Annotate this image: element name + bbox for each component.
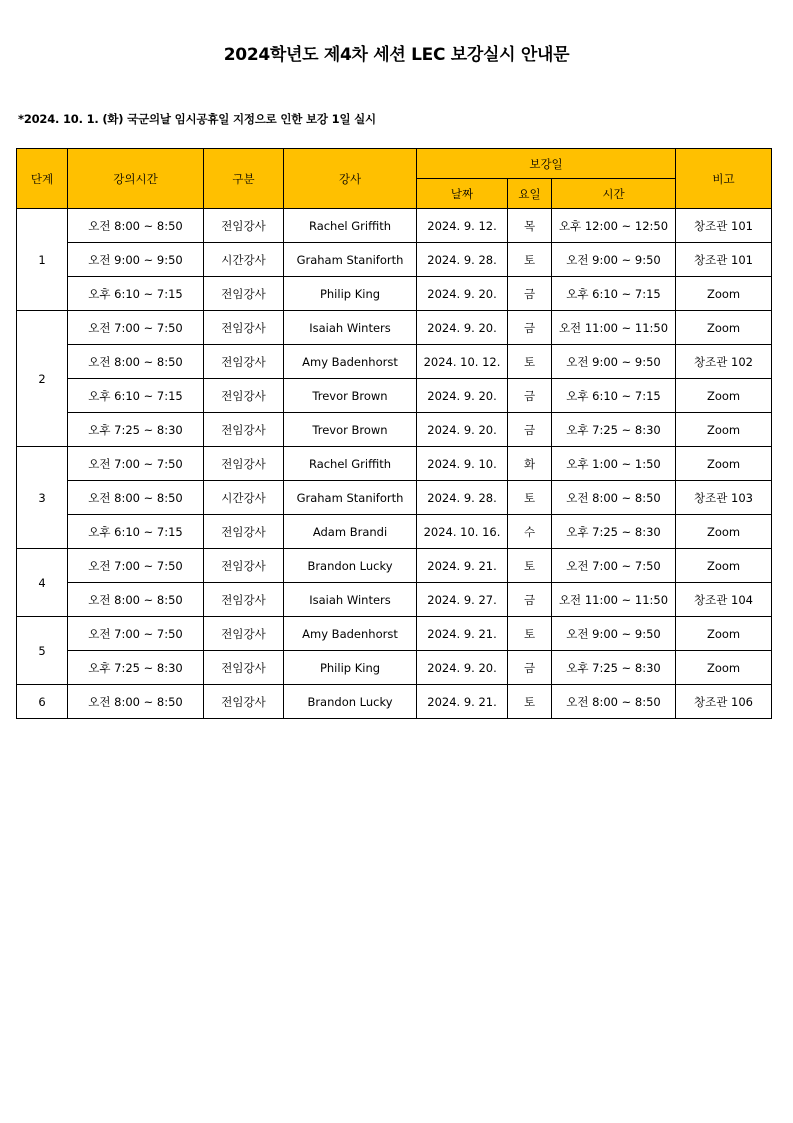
cell-lecture-time: 오전 7:00 ~ 7:50 bbox=[68, 549, 204, 583]
cell-date: 2024. 9. 28. bbox=[417, 481, 508, 515]
cell-remarks: Zoom bbox=[676, 379, 772, 413]
cell-date: 2024. 10. 16. bbox=[417, 515, 508, 549]
cell-weekday: 목 bbox=[508, 209, 552, 243]
cell-instructor: Graham Staniforth bbox=[284, 481, 417, 515]
cell-date: 2024. 9. 12. bbox=[417, 209, 508, 243]
header-time: 시간 bbox=[552, 179, 676, 209]
table-body bbox=[17, 209, 772, 719]
table-row bbox=[17, 413, 772, 447]
cell-instructor: Rachel Griffith bbox=[284, 209, 417, 243]
table-row bbox=[17, 651, 772, 685]
cell-weekday: 수 bbox=[508, 515, 552, 549]
cell-lecture-time: 오후 6:10 ~ 7:15 bbox=[68, 379, 204, 413]
cell-category: 전임강사 bbox=[204, 413, 284, 447]
cell-instructor: Trevor Brown bbox=[284, 379, 417, 413]
cell-date: 2024. 9. 20. bbox=[417, 277, 508, 311]
cell-remarks: Zoom bbox=[676, 277, 772, 311]
cell-instructor: Trevor Brown bbox=[284, 413, 417, 447]
table-row bbox=[17, 345, 772, 379]
cell-date: 2024. 10. 12. bbox=[417, 345, 508, 379]
cell-lecture-time: 오후 7:25 ~ 8:30 bbox=[68, 413, 204, 447]
cell-time: 오전 11:00 ~ 11:50 bbox=[552, 583, 676, 617]
cell-category: 전임강사 bbox=[204, 345, 284, 379]
cell-time: 오후 6:10 ~ 7:15 bbox=[552, 277, 676, 311]
header-weekday: 요일 bbox=[508, 179, 552, 209]
holiday-note: *2024. 10. 1. (화) 국군의날 임시공휴일 지정으로 인한 보강 1일 실시 bbox=[18, 112, 376, 126]
cell-lecture-time: 오전 8:00 ~ 8:50 bbox=[68, 209, 204, 243]
cell-weekday: 토 bbox=[508, 549, 552, 583]
cell-time: 오후 7:25 ~ 8:30 bbox=[552, 515, 676, 549]
cell-weekday: 토 bbox=[508, 481, 552, 515]
cell-date: 2024. 9. 20. bbox=[417, 311, 508, 345]
cell-weekday: 토 bbox=[508, 243, 552, 277]
cell-instructor: Rachel Griffith bbox=[284, 447, 417, 481]
cell-category: 전임강사 bbox=[204, 651, 284, 685]
table-row bbox=[17, 549, 772, 583]
cell-remarks: Zoom bbox=[676, 617, 772, 651]
cell-time: 오전 11:00 ~ 11:50 bbox=[552, 311, 676, 345]
cell-lecture-time: 오전 9:00 ~ 9:50 bbox=[68, 243, 204, 277]
table-row bbox=[17, 685, 772, 719]
cell-lecture-time: 오후 7:25 ~ 8:30 bbox=[68, 651, 204, 685]
cell-remarks: Zoom bbox=[676, 549, 772, 583]
cell-date: 2024. 9. 21. bbox=[417, 549, 508, 583]
cell-date: 2024. 9. 27. bbox=[417, 583, 508, 617]
header-remarks: 비고 bbox=[676, 149, 772, 209]
cell-weekday: 토 bbox=[508, 617, 552, 651]
cell-stage: 2 bbox=[17, 311, 68, 447]
cell-stage: 4 bbox=[17, 549, 68, 617]
table-row bbox=[17, 481, 772, 515]
cell-date: 2024. 9. 21. bbox=[417, 617, 508, 651]
cell-lecture-time: 오전 8:00 ~ 8:50 bbox=[68, 345, 204, 379]
cell-category: 전임강사 bbox=[204, 617, 284, 651]
cell-instructor: Amy Badenhorst bbox=[284, 617, 417, 651]
cell-stage: 6 bbox=[17, 685, 68, 719]
cell-remarks: 창조관 101 bbox=[676, 243, 772, 277]
header-instructor: 강사 bbox=[284, 149, 417, 209]
cell-date: 2024. 9. 28. bbox=[417, 243, 508, 277]
header-date: 날짜 bbox=[417, 179, 508, 209]
cell-category: 전임강사 bbox=[204, 447, 284, 481]
cell-weekday: 금 bbox=[508, 583, 552, 617]
table-row bbox=[17, 243, 772, 277]
cell-remarks: Zoom bbox=[676, 651, 772, 685]
cell-remarks: Zoom bbox=[676, 447, 772, 481]
cell-remarks: 창조관 102 bbox=[676, 345, 772, 379]
cell-instructor: Philip King bbox=[284, 651, 417, 685]
cell-category: 전임강사 bbox=[204, 685, 284, 719]
cell-category: 전임강사 bbox=[204, 379, 284, 413]
cell-remarks: Zoom bbox=[676, 311, 772, 345]
table-row bbox=[17, 311, 772, 345]
cell-lecture-time: 오후 6:10 ~ 7:15 bbox=[68, 277, 204, 311]
cell-lecture-time: 오전 7:00 ~ 7:50 bbox=[68, 447, 204, 481]
cell-date: 2024. 9. 21. bbox=[417, 685, 508, 719]
cell-weekday: 토 bbox=[508, 345, 552, 379]
cell-weekday: 금 bbox=[508, 379, 552, 413]
cell-category: 전임강사 bbox=[204, 583, 284, 617]
cell-instructor: Brandon Lucky bbox=[284, 685, 417, 719]
table-row bbox=[17, 447, 772, 481]
cell-lecture-time: 오전 7:00 ~ 7:50 bbox=[68, 617, 204, 651]
cell-date: 2024. 9. 20. bbox=[417, 651, 508, 685]
cell-lecture-time: 오전 8:00 ~ 8:50 bbox=[68, 481, 204, 515]
cell-time: 오후 7:25 ~ 8:30 bbox=[552, 413, 676, 447]
cell-stage: 1 bbox=[17, 209, 68, 311]
cell-remarks: 창조관 104 bbox=[676, 583, 772, 617]
cell-remarks: Zoom bbox=[676, 515, 772, 549]
cell-remarks: Zoom bbox=[676, 413, 772, 447]
cell-remarks: 창조관 106 bbox=[676, 685, 772, 719]
cell-instructor: Isaiah Winters bbox=[284, 583, 417, 617]
cell-category: 전임강사 bbox=[204, 515, 284, 549]
cell-weekday: 금 bbox=[508, 413, 552, 447]
table-row bbox=[17, 583, 772, 617]
cell-category: 전임강사 bbox=[204, 311, 284, 345]
cell-time: 오전 9:00 ~ 9:50 bbox=[552, 617, 676, 651]
cell-instructor: Brandon Lucky bbox=[284, 549, 417, 583]
cell-stage: 5 bbox=[17, 617, 68, 685]
cell-instructor: Isaiah Winters bbox=[284, 311, 417, 345]
cell-instructor: Amy Badenhorst bbox=[284, 345, 417, 379]
cell-lecture-time: 오전 8:00 ~ 8:50 bbox=[68, 685, 204, 719]
cell-instructor: Philip King bbox=[284, 277, 417, 311]
header-category: 구분 bbox=[204, 149, 284, 209]
cell-date: 2024. 9. 10. bbox=[417, 447, 508, 481]
cell-time: 오전 8:00 ~ 8:50 bbox=[552, 481, 676, 515]
cell-date: 2024. 9. 20. bbox=[417, 379, 508, 413]
table-row bbox=[17, 379, 772, 413]
cell-instructor: Adam Brandi bbox=[284, 515, 417, 549]
cell-time: 오전 9:00 ~ 9:50 bbox=[552, 243, 676, 277]
cell-lecture-time: 오전 8:00 ~ 8:50 bbox=[68, 583, 204, 617]
makeup-schedule-table bbox=[16, 148, 772, 719]
cell-time: 오후 1:00 ~ 1:50 bbox=[552, 447, 676, 481]
cell-weekday: 금 bbox=[508, 651, 552, 685]
cell-time: 오후 6:10 ~ 7:15 bbox=[552, 379, 676, 413]
cell-time: 오후 7:25 ~ 8:30 bbox=[552, 651, 676, 685]
header-stage: 단계 bbox=[17, 149, 68, 209]
cell-category: 전임강사 bbox=[204, 549, 284, 583]
cell-category: 전임강사 bbox=[204, 209, 284, 243]
cell-weekday: 토 bbox=[508, 685, 552, 719]
table-row bbox=[17, 515, 772, 549]
cell-lecture-time: 오후 6:10 ~ 7:15 bbox=[68, 515, 204, 549]
header-makeup-day: 보강일 bbox=[417, 149, 676, 179]
cell-time: 오전 9:00 ~ 9:50 bbox=[552, 345, 676, 379]
cell-date: 2024. 9. 20. bbox=[417, 413, 508, 447]
cell-remarks: 창조관 103 bbox=[676, 481, 772, 515]
cell-category: 시간강사 bbox=[204, 481, 284, 515]
cell-time: 오전 7:00 ~ 7:50 bbox=[552, 549, 676, 583]
cell-stage: 3 bbox=[17, 447, 68, 549]
header-lecture-time: 강의시간 bbox=[68, 149, 204, 209]
table-row bbox=[17, 617, 772, 651]
cell-instructor: Graham Staniforth bbox=[284, 243, 417, 277]
cell-category: 전임강사 bbox=[204, 277, 284, 311]
cell-time: 오전 8:00 ~ 8:50 bbox=[552, 685, 676, 719]
cell-weekday: 화 bbox=[508, 447, 552, 481]
cell-category: 시간강사 bbox=[204, 243, 284, 277]
page-title: 2024학년도 제4차 세션 LEC 보강실시 안내문 bbox=[223, 45, 570, 65]
table-header bbox=[17, 149, 772, 209]
cell-weekday: 금 bbox=[508, 277, 552, 311]
table-row bbox=[17, 209, 772, 243]
cell-time: 오후 12:00 ~ 12:50 bbox=[552, 209, 676, 243]
cell-lecture-time: 오전 7:00 ~ 7:50 bbox=[68, 311, 204, 345]
cell-weekday: 금 bbox=[508, 311, 552, 345]
table-row bbox=[17, 277, 772, 311]
cell-remarks: 창조관 101 bbox=[676, 209, 772, 243]
